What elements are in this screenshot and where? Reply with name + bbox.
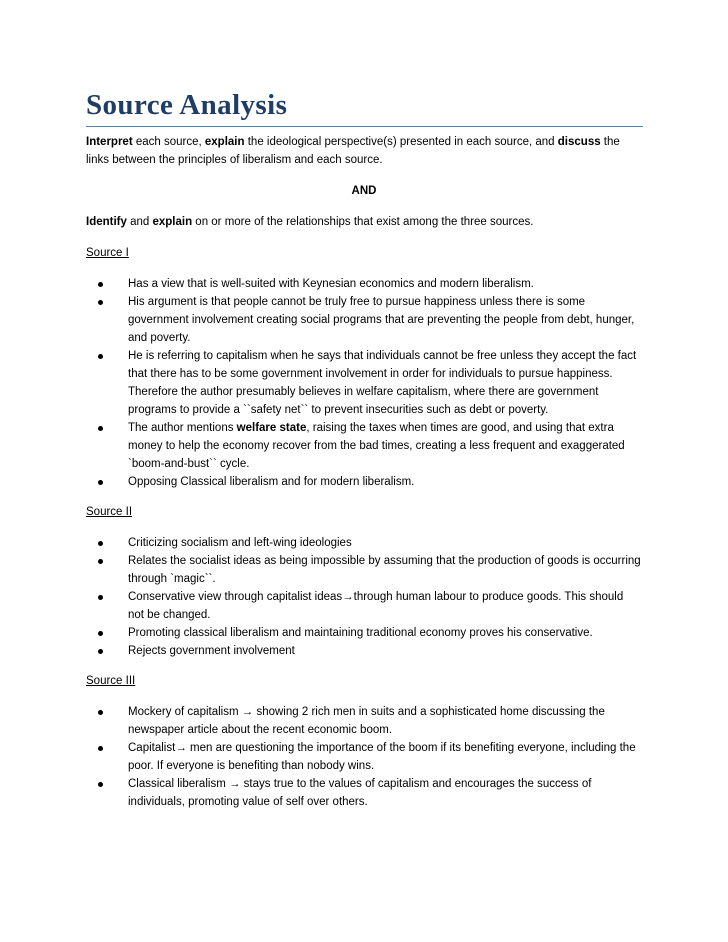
bullet-icon <box>98 649 103 654</box>
list-item-text: His argument is that people cannot be truly free to pursue happiness unless there is some government involvement creating social programs that are preventing the people from debt, hunger, and poverty. <box>128 296 635 344</box>
list-item <box>128 775 642 811</box>
intro-text-2: the ideological perspective(s) presented in each source, and <box>244 136 558 148</box>
intro-text-3: the links between the principles of liberalism and each source. <box>86 136 620 166</box>
arrow-right-icon: → <box>175 742 187 754</box>
list-item-text: Criticizing socialism and left-wing ideologies <box>128 537 352 549</box>
source-2-list <box>86 534 642 660</box>
arrow-right-icon: → <box>241 706 254 718</box>
intro-bold-discuss: discuss <box>557 136 601 148</box>
list-item-text: , raising the taxes when times are good, and using that extra money to help the economy recover from the bad times, creating a less frequent and exaggerated `boom-and-bust`` cycle. <box>128 422 625 470</box>
identify-bold-explain: explain <box>152 216 193 228</box>
list-item-text: Promoting classical liberalism and maintaining traditional economy proves his conservative. <box>128 627 593 639</box>
source-3-heading: Source III <box>86 675 136 687</box>
bullet-icon <box>98 710 103 715</box>
list-item <box>128 275 642 293</box>
bullet-icon <box>98 282 103 287</box>
identify-paragraph <box>86 213 642 231</box>
intro-bold-interpret: Interpret <box>86 136 133 148</box>
and-label: AND <box>351 185 377 197</box>
list-item-text: Has a view that is well-suited with Keynesian economics and modern liberalism. <box>128 278 534 290</box>
list-item <box>128 588 642 624</box>
list-item-text: through human labour to produce goods. This should not be changed. <box>128 591 624 621</box>
list-item <box>128 347 642 419</box>
source-2-heading: Source II <box>86 506 133 518</box>
welfare-state-bold: welfare state <box>236 422 307 434</box>
list-item <box>128 703 642 739</box>
bullet-icon <box>98 541 103 546</box>
document-title: Source Analysis <box>86 88 643 127</box>
list-item <box>128 534 642 552</box>
identify-text-2: on or more of the relationships that exist among the three sources. <box>192 216 534 228</box>
arrow-right-icon: → <box>342 591 354 603</box>
list-item-text: Opposing Classical liberalism and for modern liberalism. <box>128 476 415 488</box>
list-item <box>128 624 642 642</box>
list-item-text: He is referring to capitalism when he says that individuals cannot be free unless they accept the fact that there has to be some government involvement in order for individuals to pursue happiness. Therefore the author presumably believes in welfare capitalism, where there are government programs to provide a ``safety net`` to prevent insecurities such as debt or poverty. <box>128 350 637 416</box>
bullet-icon <box>98 426 103 431</box>
list-item <box>128 419 642 473</box>
list-item <box>128 293 642 347</box>
list-item <box>128 473 642 491</box>
bullet-icon <box>98 595 103 600</box>
intro-text-1: each source, <box>132 136 205 148</box>
intro-paragraph <box>86 133 642 169</box>
bullet-icon <box>98 746 103 751</box>
list-item-text: Classical liberalism <box>128 778 229 790</box>
bullet-icon <box>98 782 103 787</box>
list-item-text: Rejects government involvement <box>128 645 295 657</box>
source-1-list <box>86 275 642 491</box>
list-item-text: stays true to the values of capitalism and encourages the success of individuals, promoting value of self over others. <box>128 778 592 808</box>
list-item <box>128 739 642 775</box>
bullet-icon <box>98 480 103 485</box>
list-item-text: men are questioning the importance of the boom if its benefiting everyone, including the poor. If everyone is benefiting than nobody wins. <box>128 742 636 772</box>
list-item <box>128 552 642 588</box>
bullet-icon <box>98 354 103 359</box>
bullet-icon <box>98 559 103 564</box>
identify-bold-identify: Identify <box>86 216 127 228</box>
list-item-text: showing 2 rich men in suits and a sophisticated home discussing the newspaper article about the recent economic boom. <box>128 706 605 736</box>
source-3-list <box>86 703 642 811</box>
list-item-text: Mockery of capitalism <box>128 706 242 718</box>
source-1-heading: Source I <box>86 247 129 259</box>
bullet-icon <box>98 300 103 305</box>
list-item-text: Capitalist <box>128 742 176 754</box>
bullet-icon <box>98 631 103 636</box>
identify-text-1: and <box>126 216 153 228</box>
list-item <box>128 642 642 660</box>
intro-bold-explain: explain <box>204 136 245 148</box>
arrow-right-icon: → <box>228 778 241 790</box>
list-item-text: Conservative view through capitalist ideas <box>128 591 343 603</box>
list-item-text: The author mentions <box>128 422 237 434</box>
list-item-text: Relates the socialist ideas as being impossible by assuming that the production of goods is occurring through `magic``. <box>128 555 641 585</box>
